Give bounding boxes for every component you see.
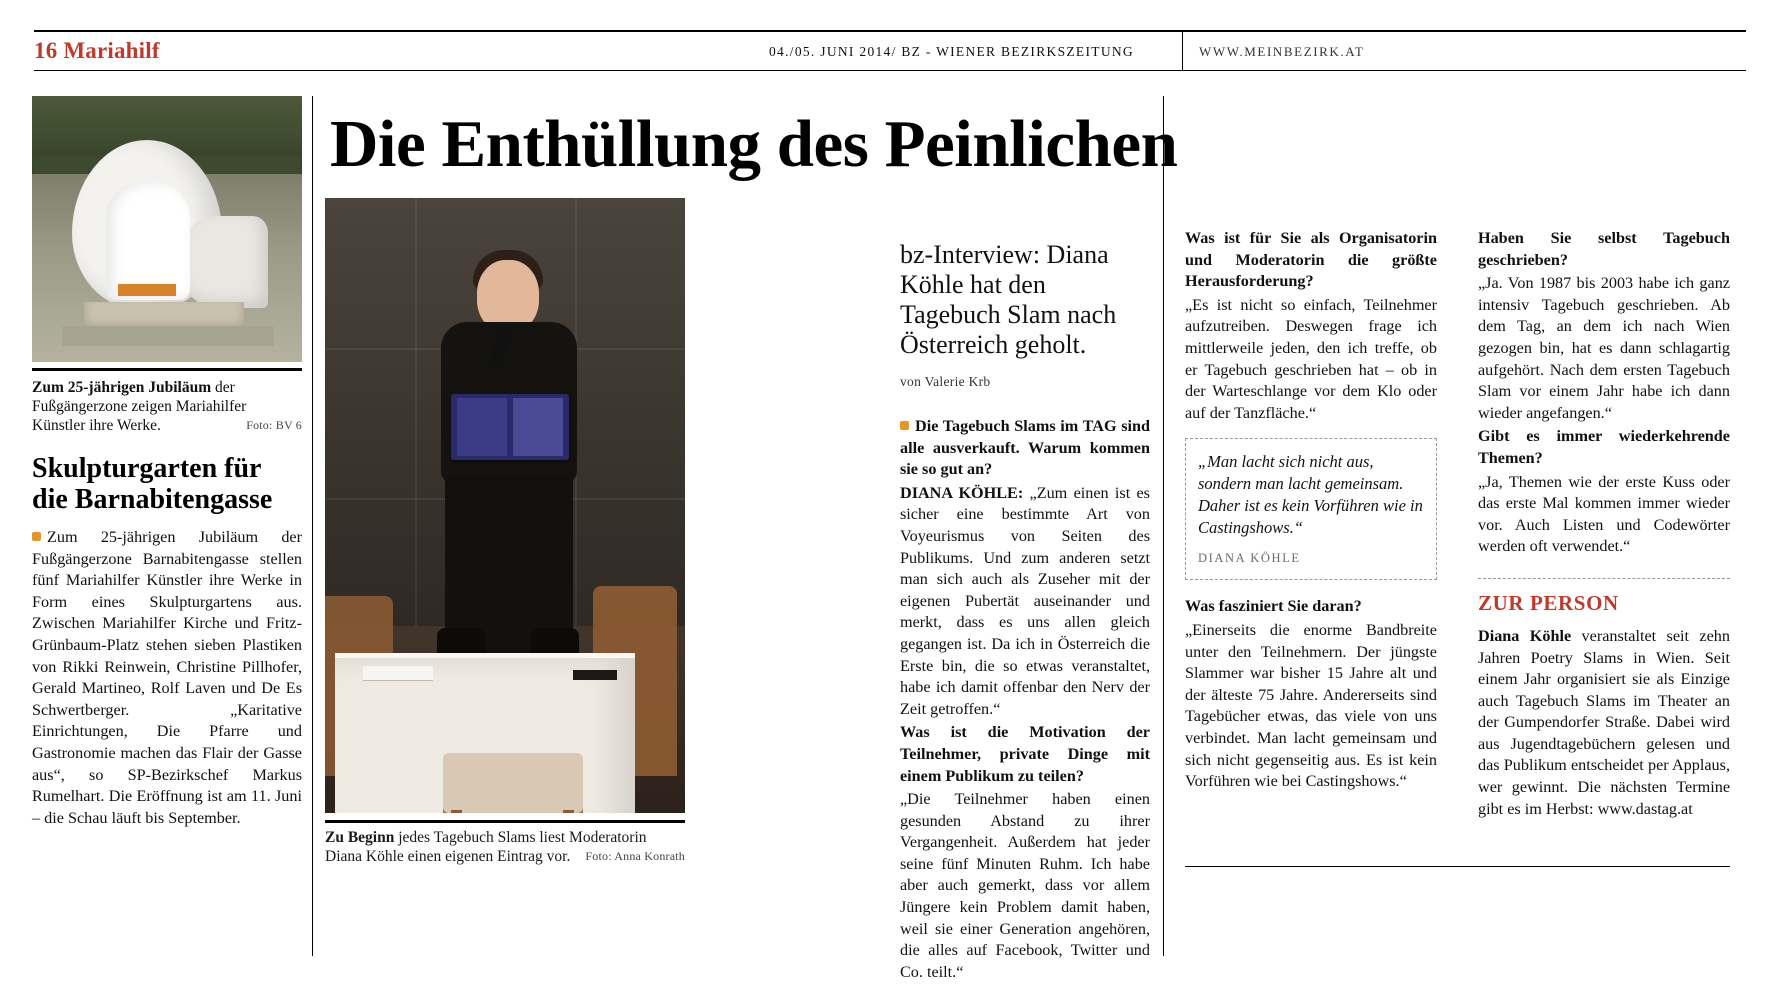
bottom-rule (1185, 866, 1730, 867)
left-article-headline: Skulpturgarten für die Barnabitengasse (32, 453, 273, 515)
pull-quote-attribution: DIANA KÖHLE (1198, 551, 1301, 566)
answer-5: „Ja. Von 1987 bis 2003 habe ich ganz intensiv Tagebuch geschrieben. Ab dem Tag, an dem ich nach Wien gezogen bin, hat es dann schlagartig aufgehört. Nach dem ersten Tagebuch Slam vor einem Jahr habe ich dann wieder angefangen.“ (1478, 274, 1730, 422)
question-6: Gibt es immer wiederkehrende Themen? (1478, 427, 1730, 467)
main-photo-caption (325, 828, 685, 866)
answer-2-part1: „Die Teilnehmer haben einen gesunden Abstand zu ihrer Vergangenheit. Außerdem hat jeder seine fünf Minuten Ruhm. Ich habe aber auch gemerkt, dass vor allem Jüngere kein Problem damit haben, weil sie einer Generation angehören, die alles auf Facebook, Twitter und Co. teilt.“ (900, 790, 1150, 981)
person-name: Diana Köhle (1478, 626, 1572, 645)
pull-quote (1185, 438, 1437, 580)
article-byline: von Valerie Krb (900, 374, 991, 389)
masthead-rule-bottom (34, 70, 1746, 71)
question-1: Die Tagebuch Slams im TAG sind alle ausverkauft. Warum kommen sie so gut an? (900, 417, 1150, 479)
main-caption-rest: jedes Tagebuch Slams liest Moderatorin Diana Köhle einen eigenen Eintrag vor. (325, 829, 647, 865)
main-photo (325, 198, 685, 813)
column3-text-2 (1185, 596, 1437, 792)
question-3: Was ist für Sie als Organisatorin und Moderatorin die größte Herausforderung? (1185, 229, 1437, 291)
interview-column-2 (1185, 228, 1437, 793)
zur-person-divider (1478, 578, 1730, 579)
statue-plaque (118, 284, 176, 296)
zur-person-body (1478, 626, 1730, 820)
question-4: Was fasziniert Sie daran? (1185, 597, 1362, 616)
bullet-square-icon (900, 421, 909, 430)
photo-rule (32, 368, 302, 371)
caption-rest: der Fußgängerzone zeigen Mariahilfer Künstler ihre Werke. (32, 379, 247, 434)
left-article-body (32, 527, 302, 829)
answer-6: „Ja, Themen wie der erste Kuss oder das erste Mal kommen immer wieder vor. Auch Listen und Codewörter werden oft verwendet.“ (1478, 472, 1730, 556)
masthead-rule-top (34, 30, 1746, 32)
question-2: Was ist die Motivation der Teilnehmer, private Dinge mit einem Publikum zu teilen? (900, 723, 1150, 785)
column-rule-2 (1163, 96, 1164, 956)
left-article-text: Zum 25-jährigen Jubiläum der Fußgängerzone Barnabitengasse stellen fünf Mariahilfer Künstler ihre Werke in Form eines Skulpturgartens aus. Zwischen Mariahilfer Kirche und Fritz-Grünbaum-Platz stehen sieben Plastiken von Rikki Reinwein, Christine Pillhofer, Gerald Martineo, Rolf Laven und De Es Schwertberger. „Karitative Einrichtungen, Die Pfarre und Gastronomie machen das Flair der Gasse aus“, so SP-Bezirkschef Markus Rumelhart. Die Eröffnung ist am 11. Juni – die Schau läuft bis September. (32, 528, 302, 827)
column4-text (1478, 228, 1730, 558)
person-text: veranstaltet seit zehn Jahren Poetry Slams in Wien. Seit einem Jahr organisiert sie als Einzige auch Tagebuch Slams im Theater an der Gumpendorfer Straße. Dabei wird aus Jugendtagebüchern gelesen und das Publikum entscheidet per Applaus, wer gewinnt. Die nächsten Termine gibt es im Herbst: www.dastag.at (1478, 626, 1730, 818)
caption-lead: Zum 25-jährigen Jubiläum (32, 379, 212, 396)
main-caption-lead: Zu Beginn (325, 829, 395, 846)
interview-column-3 (1478, 228, 1730, 820)
answer-3: „Es ist nicht so einfach, Teilnehmer aufzutreiben. Deswegen frage ich mittlerweile jeden, den ich treffe, ob er Tagebuch geschrieben hat – ob in der Warteschlange vor dem Klo oder auf der Tanzfläche.“ (1185, 295, 1437, 422)
zur-person-heading: ZUR PERSON (1478, 590, 1619, 615)
answer-1: DIANA KÖHLE: „Zum einen ist es sicher eine bestimmte Art von Voyeurismus von Seiten des Publikums. Und zum anderen setzt man sich auch als Zuseher mit der eigenen Pubertät auseinander und merkt, dass es uns allen gleich gegangen ist. Da ich in Österreich die Erste bin, die so etwas veranstaltet, habe ich damit offenbar den Nerv der Zeit getroffen.“ (900, 483, 1150, 718)
question-5: Haben Sie selbst Tagebuch geschrieben? (1478, 229, 1730, 269)
statue-photo (32, 96, 302, 362)
interview-column-1 (900, 416, 1150, 983)
statue-photo-caption (32, 378, 302, 435)
bullet-square-icon (32, 532, 41, 541)
issue-date-line: 04./05. JUNI 2014/ BZ - WIENER BEZIRKSZEITUNG (769, 44, 1134, 59)
zur-person-paragraph (1478, 626, 1730, 820)
article-deck: bz-Interview: Diana Köhle hat den Tagebuch Slam nach Österreich geholt. (900, 240, 1117, 359)
pull-quote-text: „Man lacht sich nicht aus, sondern man lacht gemeinsam. Daher ist es kein Vorführen wie in Castingshows.“ (1198, 452, 1423, 538)
deck-column (900, 240, 1150, 983)
page-title: Die Enthüllung des Peinlichen (330, 107, 1178, 181)
page-section-title: 16 Mariahilf (34, 38, 160, 63)
masthead (34, 30, 1746, 70)
main-photo-rule (325, 820, 685, 823)
masthead-divider (1182, 32, 1183, 70)
website-url: WWW.MEINBEZIRK.AT (1199, 44, 1365, 59)
answer-4: „Einerseits die enorme Bandbreite unter den Teilnehmern. Der jüngste Slammer war bisher 15 Jahre alt und der älteste 75 Jahre. Andererseits sind Tagebücher etwas, das viele von uns verbindet. Man lacht gemeinsam und sich nicht gegenseitig aus. Es ist kein Vorführen wie bei Castingshows.“ (1185, 620, 1437, 791)
column3-text (1185, 228, 1437, 424)
main-photo-credit: Foto: Anna Konrath (585, 849, 685, 863)
photo-credit: Foto: BV 6 (246, 418, 302, 432)
column-rule-1 (312, 96, 313, 956)
left-column (32, 96, 302, 829)
